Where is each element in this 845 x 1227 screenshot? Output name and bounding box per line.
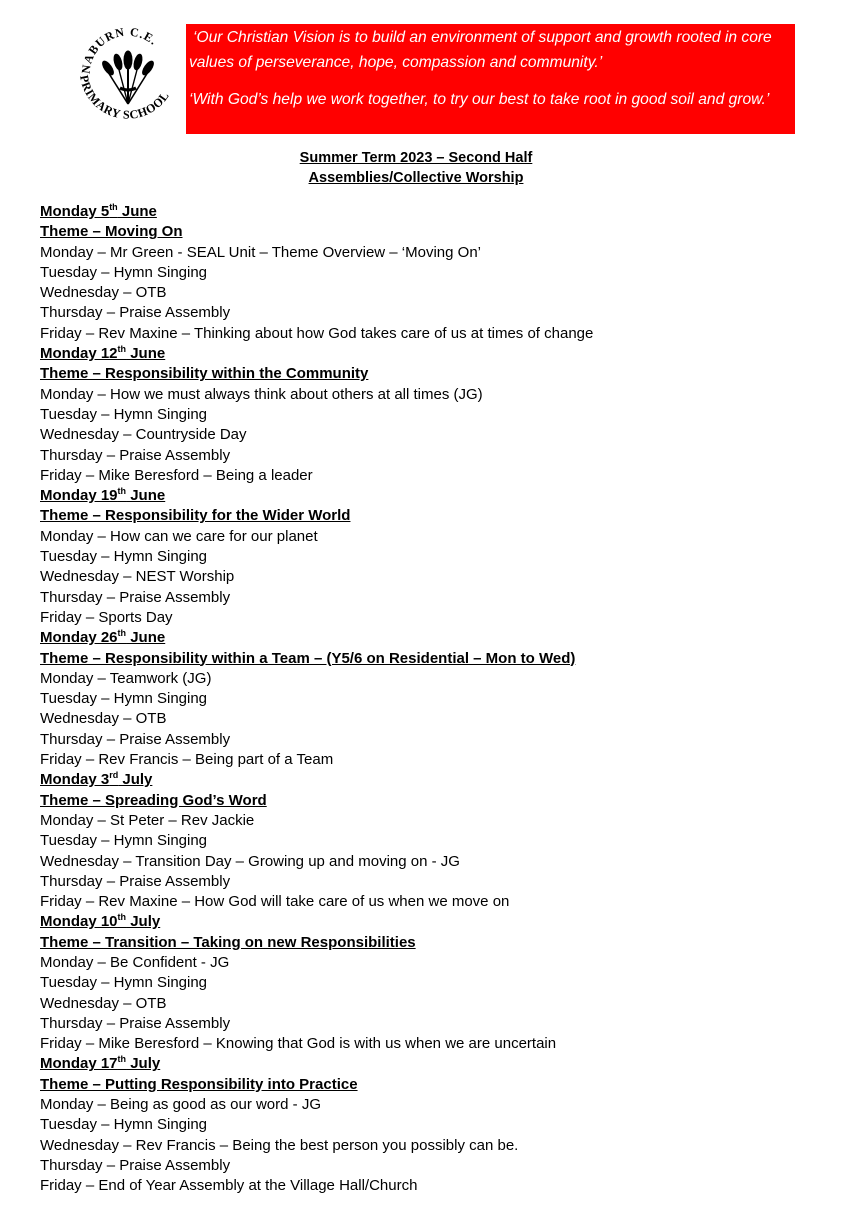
week-theme: Theme – Transition – Taking on new Responsibilities <box>40 933 416 951</box>
day-entry: Wednesday – Rev Francis – Being the best person you possibly can be. <box>40 1136 519 1154</box>
worship-schedule <box>40 202 820 1197</box>
week-theme: Theme – Responsibility for the Wider World <box>40 507 351 525</box>
week-date-day: Monday 10 <box>40 913 118 931</box>
week-date-month: June <box>126 487 166 505</box>
title-subject: Assemblies/Collective Worship <box>308 170 524 186</box>
day-entry: Thursday – Praise Assembly <box>40 304 231 322</box>
vision-quote: ‘Our Christian Vision is to build an environment of support and growth rooted in core values of perseverance, hope, compassion and community.’ <box>189 29 772 71</box>
week-date-suffix: th <box>117 628 127 639</box>
week-theme: Theme – Moving On <box>40 223 183 241</box>
day-entry: Wednesday – OTB <box>40 710 167 728</box>
day-entry: Friday – Rev Maxine – How God will take care of us when we move on <box>40 893 510 911</box>
day-entry: Wednesday – NEST Worship <box>40 568 235 586</box>
week-date-day: Monday 19 <box>40 487 118 505</box>
week-date-day: Monday 5 <box>40 203 110 220</box>
day-entry: Tuesday – Hymn Singing <box>40 690 208 708</box>
day-entry: Friday – Mike Beresford – Being a leader <box>40 466 313 484</box>
week-block <box>40 344 820 486</box>
day-entry: Monday – How we must always think about others at all times (JG) <box>40 385 483 403</box>
week-date <box>40 202 820 222</box>
day-entry: Friday – Rev Maxine – Thinking about how God takes care of us at times of change <box>40 324 594 342</box>
school-logo <box>78 20 178 124</box>
week-block <box>40 628 820 770</box>
day-entry: Thursday – Praise Assembly <box>40 588 231 606</box>
day-entry: Wednesday – OTB <box>40 284 167 302</box>
week-date-month: June <box>126 345 166 363</box>
day-entry: Wednesday – Transition Day – Growing up and moving on - JG <box>40 852 460 870</box>
week-date-day: Monday 17 <box>40 1055 118 1073</box>
week-date-month: June <box>117 203 157 220</box>
week-theme: Theme – Spreading God’s Word <box>40 791 267 809</box>
week-date <box>40 1054 820 1074</box>
week-theme: Theme – Responsibility within the Community <box>40 365 369 383</box>
day-entry: Tuesday – Hymn Singing <box>40 405 208 423</box>
day-entry: Tuesday – Hymn Singing <box>40 548 208 566</box>
week-date-day: Monday 3 <box>40 771 110 789</box>
week-date-suffix: th <box>117 486 127 497</box>
school-name-bottom: PRIMARY SCHOOL <box>78 73 172 122</box>
day-entry: Thursday – Praise Assembly <box>40 446 231 464</box>
week-date-month: July <box>126 913 161 931</box>
week-block <box>40 912 820 1054</box>
motto-quote: ‘With God’s help we work together, to try our best to take root in good soil and grow.’ <box>189 91 770 108</box>
day-entry: Wednesday – OTB <box>40 994 167 1012</box>
title-term: Summer Term 2023 – Second Half <box>299 150 533 166</box>
day-entry: Monday – Teamwork (JG) <box>40 669 212 687</box>
school-name-top: NABURN C.E. <box>78 24 161 75</box>
week-date <box>40 344 820 364</box>
day-entry: Thursday – Praise Assembly <box>40 730 231 748</box>
week-date-suffix: th <box>117 912 127 923</box>
day-entry: Friday – Mike Beresford – Knowing that God is with us when we are uncertain <box>40 1035 557 1053</box>
day-entry: Wednesday – Countryside Day <box>40 426 247 444</box>
week-date-suffix: th <box>117 344 127 355</box>
day-entry: Tuesday – Hymn Singing <box>40 263 208 281</box>
day-entry: Friday – Sports Day <box>40 608 173 626</box>
week-theme: Theme – Putting Responsibility into Practice <box>40 1075 358 1093</box>
week-theme: Theme – Responsibility within a Team – (Y5/6 on Residential – Mon to Wed) <box>40 649 576 667</box>
day-entry: Monday – St Peter – Rev Jackie <box>40 811 255 829</box>
day-entry: Thursday – Praise Assembly <box>40 1014 231 1032</box>
week-date-month: July <box>126 1055 161 1073</box>
week-block <box>40 770 820 912</box>
week-block <box>40 202 820 344</box>
day-entry: Tuesday – Hymn Singing <box>40 832 208 850</box>
week-block <box>40 1054 820 1196</box>
day-entry: Friday – Rev Francis – Being part of a Team <box>40 751 334 769</box>
week-date-day: Monday 26 <box>40 629 118 647</box>
week-date <box>40 486 820 506</box>
day-entry: Monday – Being as good as our word - JG <box>40 1096 321 1114</box>
day-entry: Monday – Be Confident - JG <box>40 953 230 971</box>
day-entry: Monday – Mr Green - SEAL Unit – Theme Overview – ‘Moving On’ <box>40 243 482 261</box>
week-date-day: Monday 12 <box>40 345 118 363</box>
week-date-month: June <box>126 629 166 647</box>
week-date <box>40 628 820 648</box>
day-entry: Tuesday – Hymn Singing <box>40 1116 208 1134</box>
week-date <box>40 912 820 932</box>
day-entry: Tuesday – Hymn Singing <box>40 974 208 992</box>
wheat-sheaf-icon <box>78 20 178 124</box>
day-entry: Thursday – Praise Assembly <box>40 872 231 890</box>
week-date-month: July <box>118 771 153 789</box>
week-block <box>40 486 820 628</box>
week-date-suffix: th <box>117 1054 127 1065</box>
day-entry: Friday – End of Year Assembly at the Village Hall/Church <box>40 1177 418 1195</box>
week-date-suffix: th <box>109 202 118 212</box>
week-date <box>40 770 820 790</box>
week-date-suffix: rd <box>109 770 119 781</box>
vision-banner <box>186 24 795 134</box>
day-entry: Monday – How can we care for our planet <box>40 527 318 545</box>
document-title <box>0 148 832 188</box>
day-entry: Thursday – Praise Assembly <box>40 1156 231 1174</box>
